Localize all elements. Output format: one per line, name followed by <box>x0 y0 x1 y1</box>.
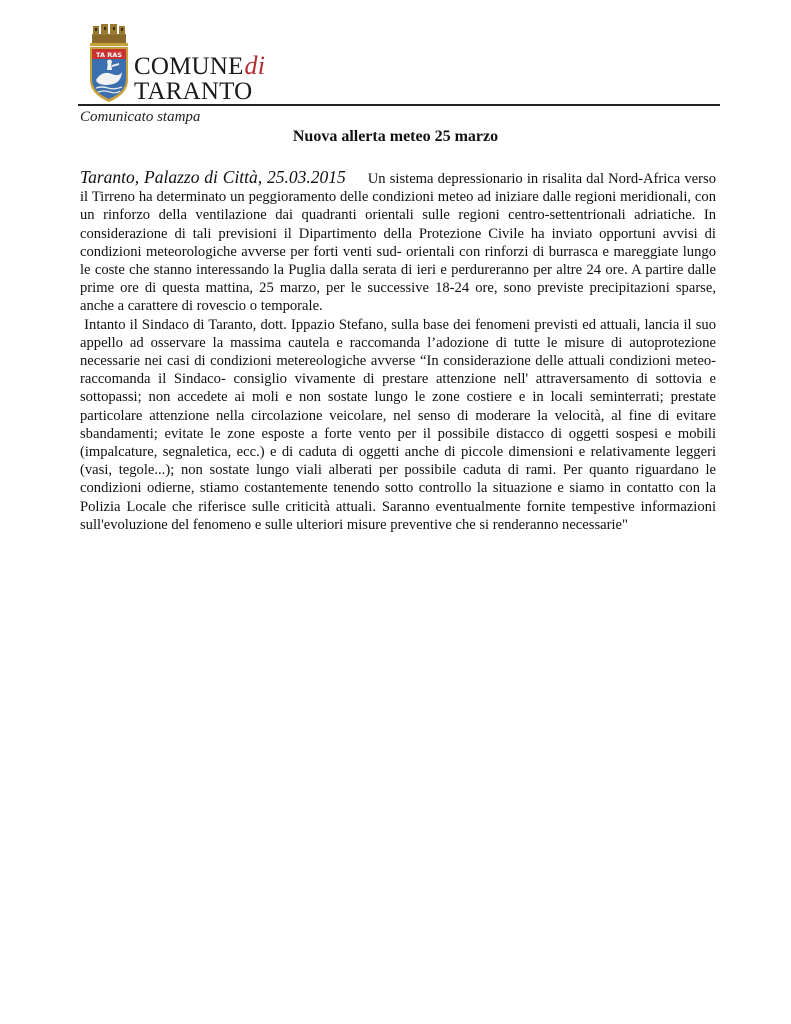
paragraph-2-text: Intanto il Sindaco di Taranto, dott. Ippazio Stefano, sulla base dei fenomeni previsti ed attuali, lancia il suo appello ad osservare la massima cautela e raccomanda l’adozione di tutte le misure di autoprotezione necessarie nei casi di condizioni metereologiche avverse “In considerazione delle attuali condizioni meteo- raccomanda il Sindaco- consiglio vivamente di prestare attenzione nell' attraversamento di sottovia e sottopassi; non accedete ai moli e non sostate lungo le zone costiere e in locali seminterrati; prestate particolare attenzione nella circolazione veicolare, nel senso di moderare la velocità, al fine di evitare sbandamenti; evitate le zone esposte a forte vento per il possibile distacco di oggetti sospesi e mobili (impalcature, segnaletica, ecc.) e di caduta di oggetti anche di piccole dimensioni e relativamente leggeri (vasi, tegole...); non sostate lungo viali alberati per possibile caduta di rami. Per quanto riguardano le condizioni odierne, stiamo costantemente tenendo sotto controllo la situazione e siamo in contatto con la Polizia Locale che riferisce sulle criticità attuali. Saranno eventualmente fornite tempestive informazioni sull'evoluzione del fenomeno e sulle ulteriori misure preventive che si renderanno necessarie" <box>80 316 716 533</box>
header-divider <box>78 104 720 106</box>
dateline: Taranto, Palazzo di Città, 25.03.2015 <box>80 167 346 187</box>
document-body <box>80 168 716 534</box>
paragraph-2 <box>80 316 716 534</box>
paragraph-1 <box>80 168 716 316</box>
organization-name-line-1 <box>134 51 266 80</box>
organization-name-accent: di <box>244 51 266 80</box>
paragraph-1-text: Un sistema depressionario in risalita dal Nord-Africa verso il Tirreno ha determinato un peggioramento delle condizioni meteo ad iniziare dalle regioni meridionali, con un rinforzo della ventilazione dai quadranti orientali sulle regioni centro-settentrionali adriatiche. In considerazione di tali previsioni il Dipartimento della Protezione Civile ha inviato opportuni avvisi di condizioni meteorologiche avverse per forti venti sud- orientali con rinforzi di burrasca e mareggiate lungo le coste che stanno interessando la Puglia dalla serata di ieri e perdureranno per altre 24 ore. A partire dalle prime ore di questa mattina, 25 marzo, per le successive 18-24 ore, sono previste precipitazioni sparse, anche a carattere di rovescio o temporale. <box>80 171 716 315</box>
document-title: Nuova allerta meteo 25 marzo <box>292 128 499 145</box>
organization-name <box>134 51 266 105</box>
crest-caption: TA RAS <box>96 51 122 59</box>
document-type-label: Comunicato stampa <box>80 109 201 125</box>
organization-name-main: COMUNE <box>134 53 244 80</box>
organization-name-line-2: TARANTO <box>134 77 253 105</box>
municipal-crest-icon <box>86 22 132 104</box>
